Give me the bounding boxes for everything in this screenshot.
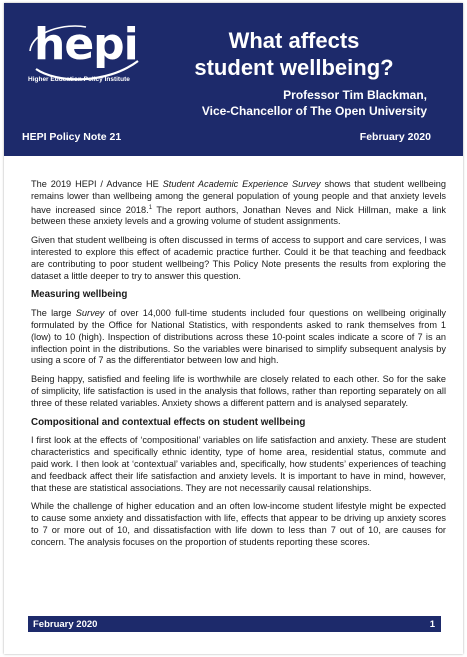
header-banner	[4, 3, 463, 156]
title-line-2: student wellbeing?	[194, 55, 394, 80]
footnote-ref: 1	[148, 204, 153, 211]
paragraph-5: I first look at the effects of ‘compositional’ variables on life satisfaction and anxiety. These are student characteristics and specifically ethnic identity, type of home area, residential status, commute and paid work. I then look at ‘contextual’ variables and, specifically, how students’ experiences of teaching and feedback affect their life satisfaction and anxiety levels. It is important to have in mind, however, that these are statistical associations. They are not necessarily causal relationships.	[31, 435, 446, 493]
author-role: Vice-Chancellor of The Open University	[201, 104, 427, 118]
header-date: February 2020	[359, 131, 431, 143]
footer-bar	[28, 618, 441, 632]
text-run: The large	[31, 308, 76, 319]
survey-word: Survey	[75, 308, 105, 319]
paragraph-intro	[31, 179, 446, 228]
heading-measuring-wellbeing: Measuring wellbeing	[31, 289, 128, 301]
document-page	[4, 3, 463, 654]
text-run: The report authors, Jonathan Neves and Nick Hillman, make a link between these anxiety levels and a growing volume of student assignments.	[31, 204, 446, 227]
body-text	[31, 179, 446, 556]
text-run: of over 14,000 full-time students included four questions on wellbeing originally formulated by the Office for National Statistics, with respondents asked to rank themselves from 1 (low) to 10 (high). Inspection of distributions across these 10-point scales indicate a score of 7 is an inflection point in the distributions. So the variables were binarised to simplify subsequent analysis by using a score of 7 as the differentiator between low and high.	[31, 308, 446, 366]
policy-note-series: HEPI Policy Note 21	[22, 131, 122, 143]
text-run: The 2019 HEPI / Advance HE	[31, 179, 163, 189]
heading-compositional-effects: Compositional and contextual effects on student wellbeing	[31, 416, 306, 428]
logo-wordmark: hepi	[34, 19, 138, 70]
paragraph-4: Being happy, satisfied and feeling life is worthwhile are closely related to each other. So for the sake of simplicity, life satisfaction is used in the analysis that follows, rather than reporting separately on all three of these related variables. Anxiety shows a different pattern and is analysed separately.	[31, 374, 446, 408]
author-block	[167, 87, 427, 119]
logo-subtitle: Higher Education Policy Institute	[28, 76, 130, 83]
paragraph-2: Given that student wellbeing is often discussed in terms of access to support and care services, I was interested to explore this effect of academic practice further. Could it be that teaching and feedback are contributing to poor student wellbeing? This Policy Note presents the results from exploring the dataset a little deeper to try to answer this question.	[31, 235, 446, 281]
paragraph-6: While the challenge of higher education and an often low-income student lifestyle might be expected to cause some anxiety and dissatisfaction with life, effects that appear to be driving up anxiety scores to 7 or more out of 10, and dissatisfaction with life down to less than 7 out of 10, are causes for concern. The analysis focuses on the proportion of students reporting these scores.	[31, 501, 446, 547]
page-number: 1	[429, 619, 435, 630]
survey-title: Student Academic Experience Survey	[162, 179, 321, 189]
title-line-1: What affects	[228, 28, 360, 53]
document-title	[164, 27, 424, 81]
paragraph-3	[31, 308, 446, 367]
author-name: Professor Tim Blackman,	[283, 88, 427, 102]
footer-date: February 2020	[33, 619, 98, 630]
text-run: shows that student wellbeing remains lower than wellbeing among the general population of young people and that anxiety levels have increased since 2018.	[31, 179, 446, 215]
